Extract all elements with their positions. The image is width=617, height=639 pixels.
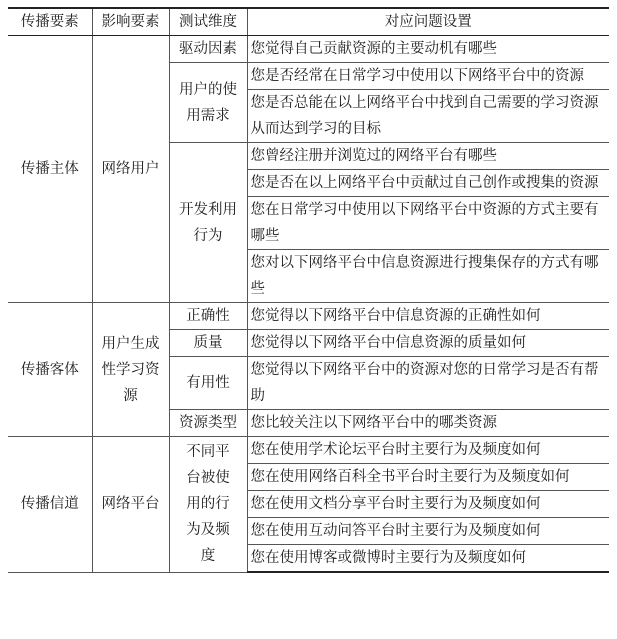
question-cell: 您觉得自己贡献资源的主要动机有哪些 xyxy=(247,36,609,63)
question-cell: 您是否在以上网络平台中贡献过自己创作或搜集的资源 xyxy=(247,170,609,197)
question-cell: 您对以下网络平台中信息资源进行搜集保存的方式有哪些 xyxy=(247,250,609,303)
question-cell: 您觉得以下网络平台中信息资源的正确性如何 xyxy=(247,303,609,330)
question-cell: 您在使用互动问答平台时主要行为及频度如何 xyxy=(247,518,609,545)
question-cell: 您觉得以下网络平台中的资源对您的日常学习是否有帮助 xyxy=(247,357,609,410)
question-cell: 您在使用博客或微博时主要行为及频度如何 xyxy=(247,545,609,573)
dimension-label: 用户的使用需求 xyxy=(178,81,237,124)
survey-design-table xyxy=(8,7,609,573)
factor-cell xyxy=(92,303,169,437)
question-cell: 您在使用学术论坛平台时主要行为及频度如何 xyxy=(247,437,609,464)
dimension-cell xyxy=(169,143,247,303)
question-cell: 您在日常学习中使用以下网络平台中资源的方式主要有哪些 xyxy=(247,197,609,250)
question-cell: 您觉得以下网络平台中信息资源的质量如何 xyxy=(247,330,609,357)
header-factor: 影响要素 xyxy=(92,8,169,36)
dimension-cell: 有用性 xyxy=(169,357,247,410)
question-cell: 您在使用网络百科全书平台时主要行为及频度如何 xyxy=(247,464,609,491)
question-cell: 您在使用文档分享平台时主要行为及频度如何 xyxy=(247,491,609,518)
dimension-cell: 质量 xyxy=(169,330,247,357)
dimension-cell: 正确性 xyxy=(169,303,247,330)
question-cell: 您曾经注册并浏览过的网络平台有哪些 xyxy=(247,143,609,170)
dimension-label: 不同平台被使用的行为及频度 xyxy=(186,444,230,565)
factor-cell: 网络平台 xyxy=(92,437,169,573)
factor-label: 用户生成性学习资源 xyxy=(101,335,160,404)
dimension-cell: 资源类型 xyxy=(169,410,247,437)
dimension-label: 开发利用行为 xyxy=(178,201,237,244)
question-cell: 您是否经常在日常学习中使用以下网络平台中的资源 xyxy=(247,63,609,90)
header-question: 对应问题设置 xyxy=(247,8,609,36)
factor-cell: 网络用户 xyxy=(92,36,169,303)
header-element: 传播要素 xyxy=(8,8,92,36)
table-row xyxy=(8,437,609,464)
dimension-cell xyxy=(169,63,247,143)
question-cell: 您是否总能在以上网络平台中找到自己需要的学习资源从而达到学习的目标 xyxy=(247,90,609,143)
header-row xyxy=(8,8,609,36)
table-row xyxy=(8,303,609,330)
element-cell: 传播主体 xyxy=(8,36,92,303)
header-dimension: 测试维度 xyxy=(169,8,247,36)
question-cell: 您比较关注以下网络平台中的哪类资源 xyxy=(247,410,609,437)
dimension-cell xyxy=(169,437,247,573)
element-cell: 传播信道 xyxy=(8,437,92,573)
table-row xyxy=(8,36,609,63)
element-cell: 传播客体 xyxy=(8,303,92,437)
dimension-cell: 驱动因素 xyxy=(169,36,247,63)
